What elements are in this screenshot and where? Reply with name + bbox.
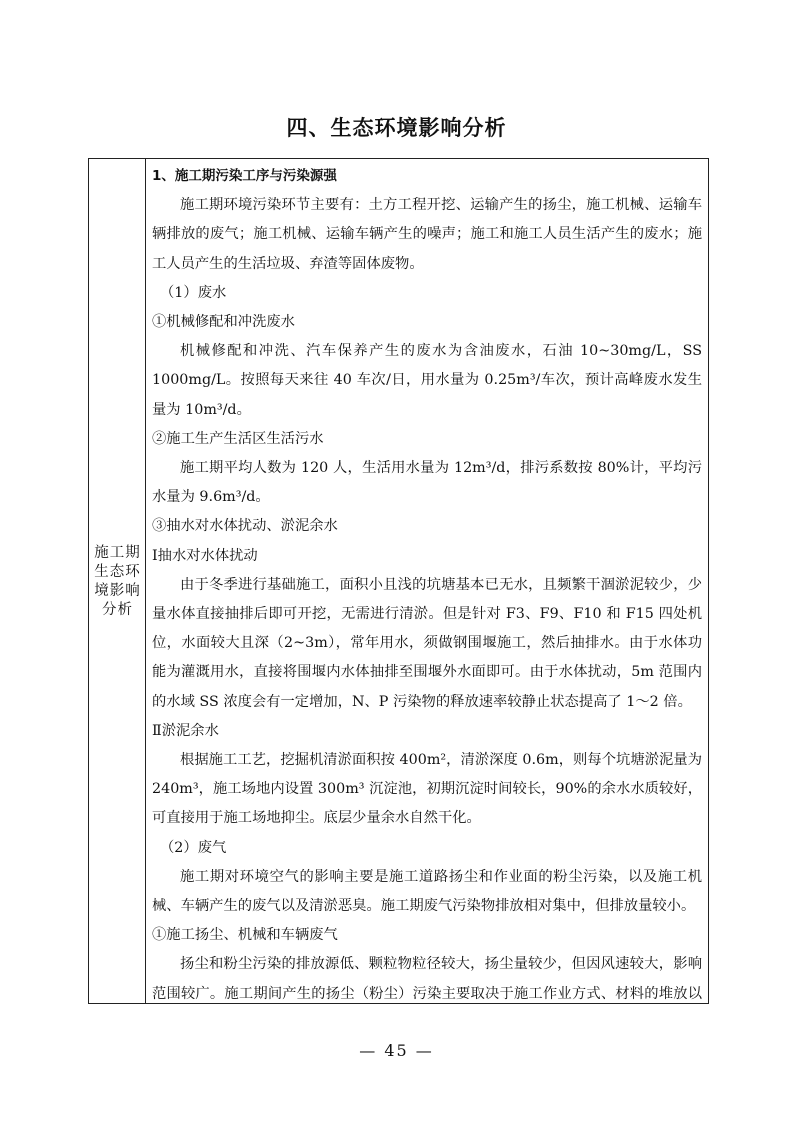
- page-title: 四、生态环境影响分析: [286, 116, 507, 140]
- paragraph: ①施工扬尘、机械和车辆废气: [152, 927, 338, 944]
- paragraph: 根据施工工艺，挖掘机清淤面积按 400m²，清淤深度 0.6m，则每个坑塘淤泥量为 240m³，施工场地内设置 300m³ 沉淀池，初期沉淀时间较长，90%的余水水质较好，可直接用于施工场地抑尘。底层少量余水自然干化。: [152, 752, 702, 827]
- paragraph: 扬尘和粉尘污染的排放源低、颗粒物粒径较大，扬尘量较少，但因风速较大，影响范围较广。施工期间产生的扬尘（粉尘）污染主要取决于施工作业方式、材料的堆放以: [152, 956, 702, 1002]
- page-number: — 45 —: [359, 1041, 434, 1060]
- content-table: [88, 158, 709, 1004]
- paragraph: Ⅱ淤泥余水: [152, 722, 219, 739]
- section-label-line: 施工期: [94, 545, 141, 561]
- paragraph: 施工期平均人数为 120 人，生活用水量为 12m³/d，排污系数按 80%计，平均污水量为 9.6m³/d。: [152, 460, 702, 506]
- paragraph: ②施工生产生活区生活污水: [152, 430, 324, 447]
- paragraph: （2）废气: [160, 839, 227, 856]
- paragraph: 施工期环境污染环节主要有：土方工程开挖、运输产生的扬尘，施工机械、运输车辆排放的废气；施工机械、运输车辆产生的噪声；施工和施工人员生活产生的废水；施工人员产生的生活垃圾、弃渣等固体废物。: [152, 197, 702, 272]
- content-body: [146, 159, 708, 1003]
- section-label-line: 境影响: [94, 583, 141, 599]
- paragraph: Ⅰ抽水对水体扰动: [152, 547, 258, 564]
- paragraph: ③抽水对水体扰动、淤泥余水: [152, 518, 338, 535]
- paragraph: ①机械修配和冲洗废水: [152, 314, 295, 331]
- section-label: [89, 544, 146, 620]
- section-label-line: 生态环: [94, 564, 141, 580]
- paragraph: 机械修配和冲洗、汽车保养产生的废水为含油废水，石油 10~30mg/L，SS 1000mg/L。按照每天来往 40 车次/日，用水量为 0.25m³/车次，预计高峰废水发生量为 10m³/d。: [152, 343, 702, 418]
- paragraph: 施工期对环境空气的影响主要是施工道路扬尘和作业面的粉尘污染，以及施工机械、车辆产生的废气以及清淤恶臭。施工期废气污染物排放相对集中，但排放量较小。: [152, 868, 702, 915]
- paragraph: 由于冬季进行基础施工，面积小且浅的坑塘基本已无水，且频繁干涸淤泥较少，少量水体直接抽排后即可开挖，无需进行清淤。但是针对 F3、F9、F10 和 F15 四处机位，水面较大且深（2~3m），常年用水，须做钢围堰施工，然后抽排水。由于水体功能为灌溉用水，直接将围堰内水体抽排至围堰外水面即可。由于水体扰动，5m 范围内的水域 SS 浓度会有一定增加，N、P 污染物的释放速率较静止状态提高了 1～2 倍。: [152, 576, 702, 710]
- table-content-cell: [146, 159, 708, 1003]
- section-heading: 1、施工期污染工序与污染源强: [152, 168, 337, 184]
- paragraph: （1）废水: [160, 284, 227, 301]
- section-label-line: 分析: [102, 602, 133, 618]
- table-label-cell: [89, 159, 146, 1003]
